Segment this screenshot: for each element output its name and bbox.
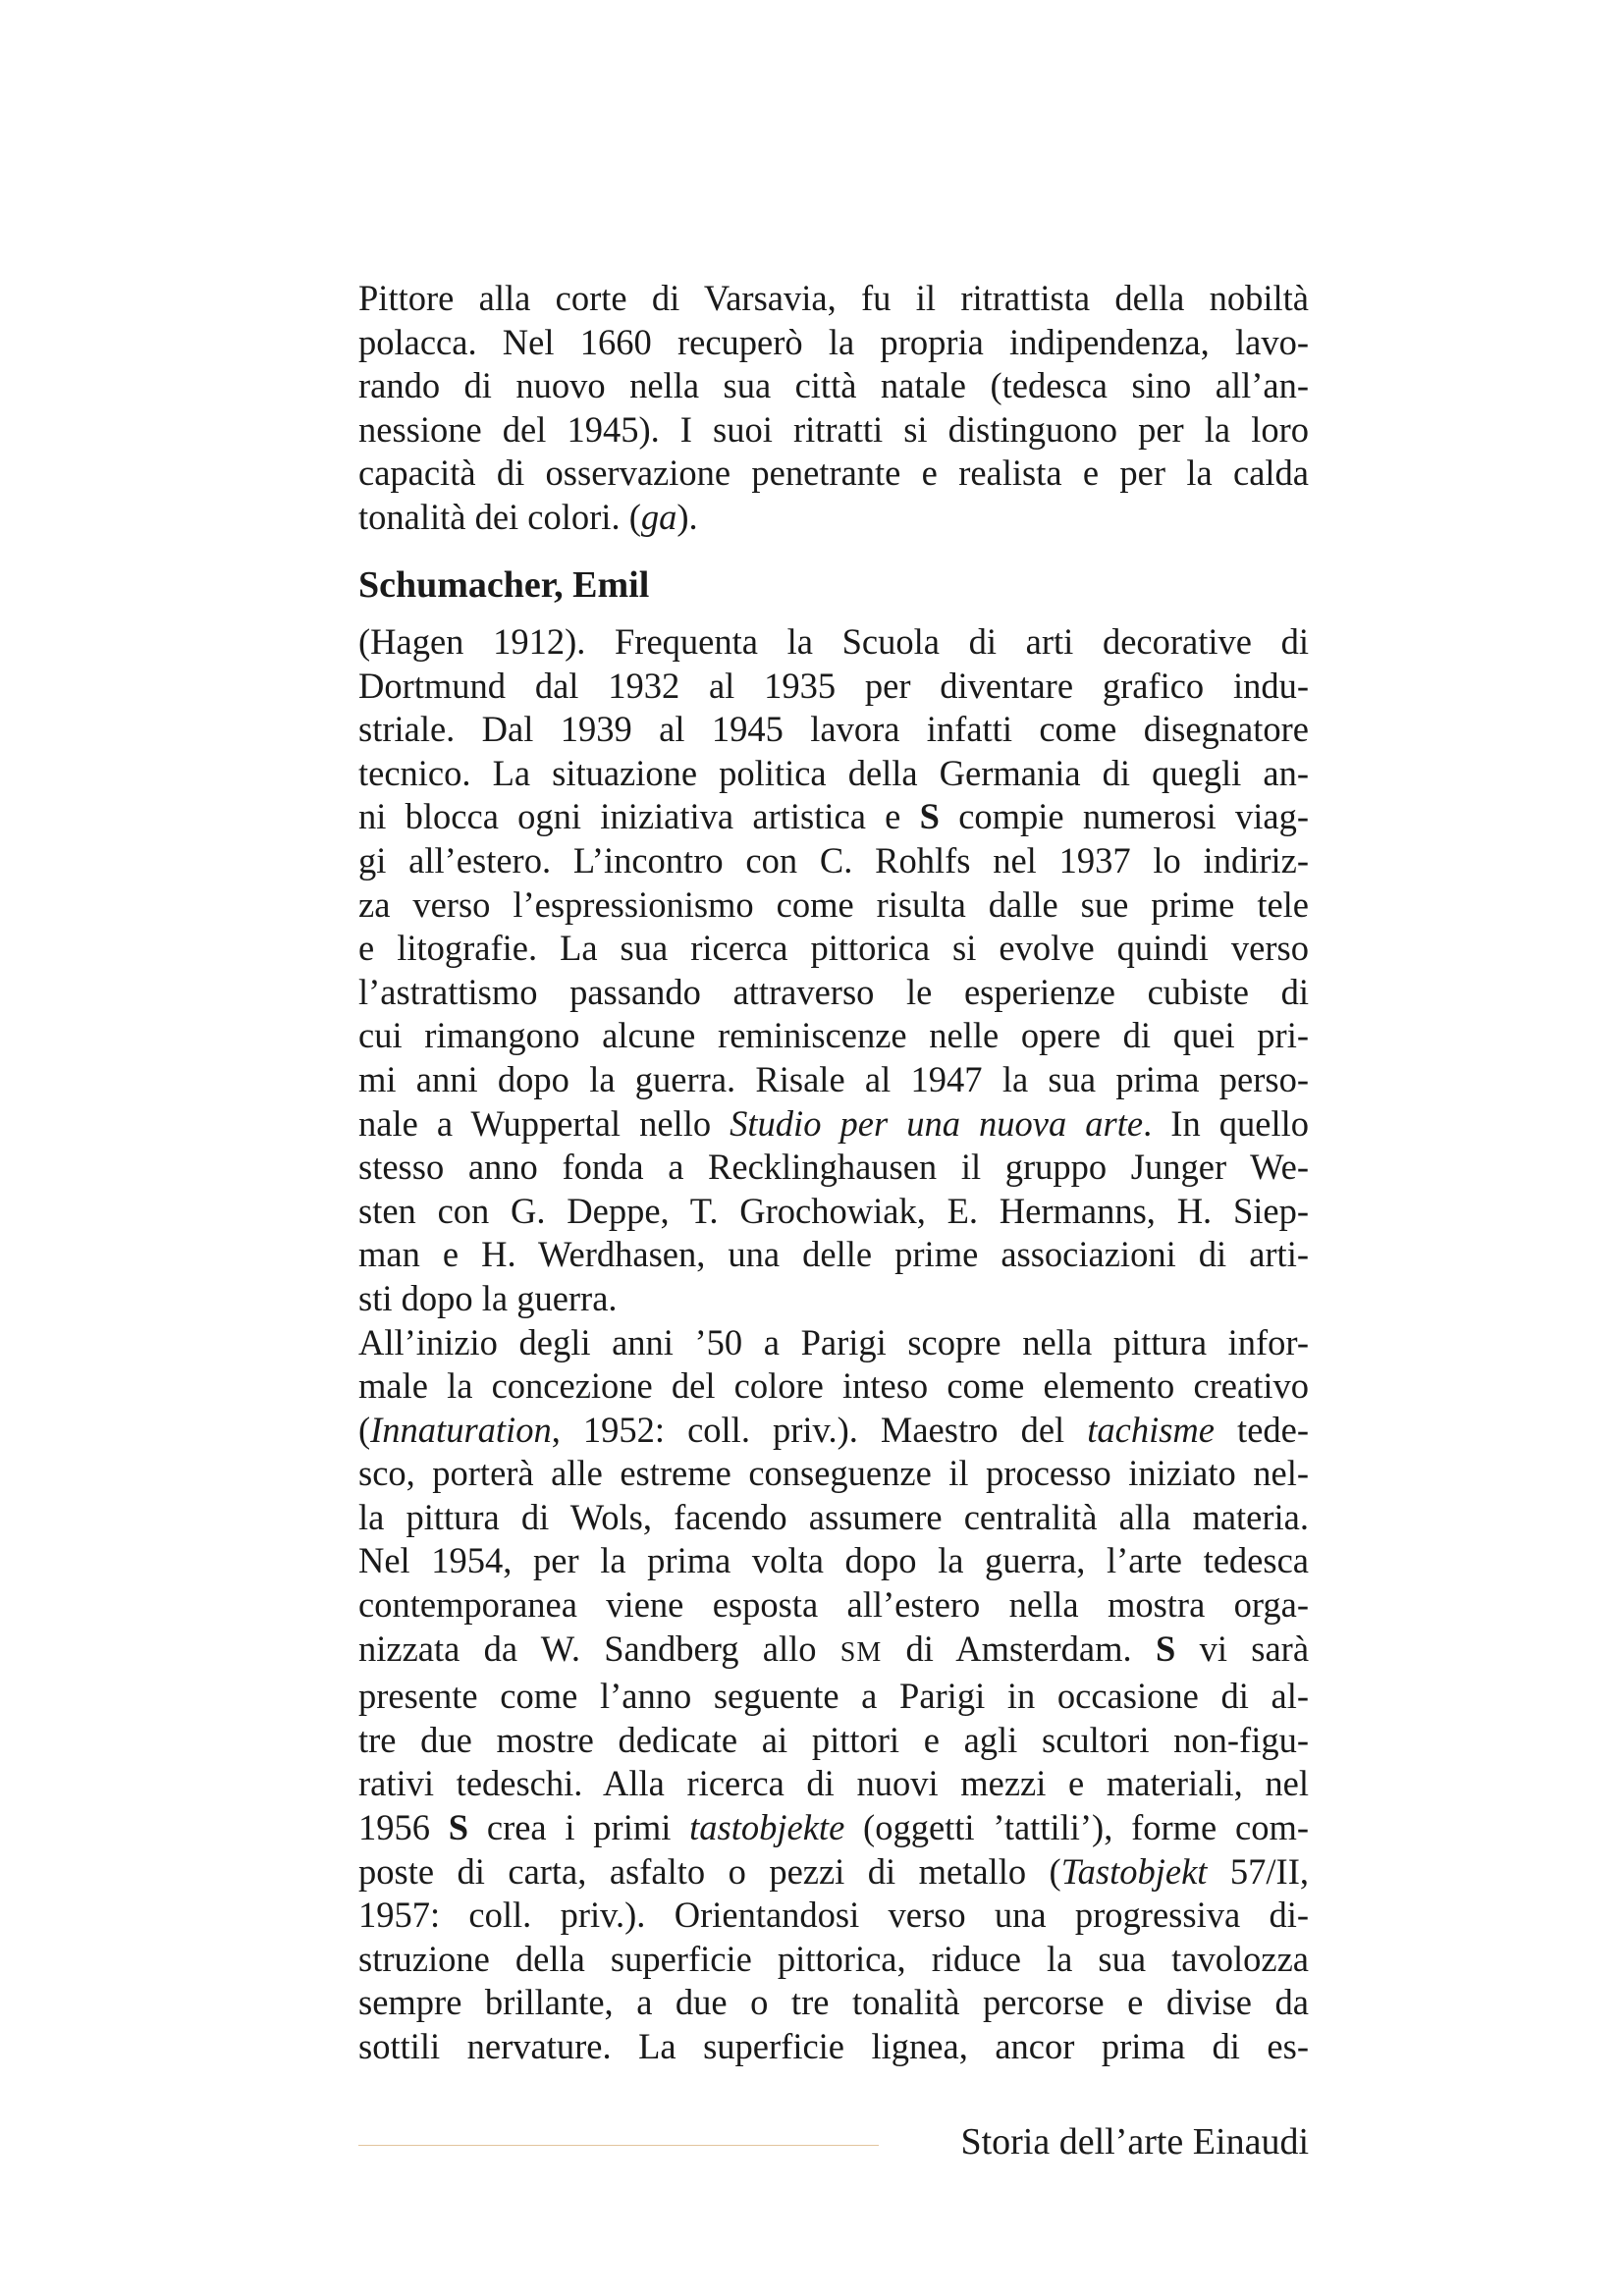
- footer-rule: [358, 2145, 879, 2146]
- text-run: . In quello: [1143, 1102, 1309, 1144]
- museum-abbreviation: SM: [839, 1636, 883, 1668]
- text-line: l’astrattismo passando attraverso le esperienze cubiste di: [358, 971, 1309, 1012]
- text-line: polacca. Nel 1660 recuperò la propria indipendenza, lavo-: [358, 321, 1309, 362]
- text-line: rando di nuovo nella sua città natale (tedesca sino all’an-: [358, 365, 1309, 406]
- footer-title: Storia dell’arte Einaudi: [960, 2121, 1309, 2163]
- text-line: Nel 1954, per la prima volta dopo la guerra, l’arte tedesca: [358, 1540, 1309, 1581]
- text-line: sten con G. Deppe, T. Grochowiak, E. Hermanns, H. Siep-: [358, 1190, 1309, 1231]
- text-line: (Hagen 1912). Frequenta la Scuola di arti decorative di: [358, 621, 1309, 662]
- text-line: sottili nervature. La superficie lignea, ancor prima di es-: [358, 2026, 1309, 2066]
- text-line: [358, 1102, 1309, 1147]
- text-run: tede-: [1214, 1409, 1309, 1450]
- text-run: 57/II,: [1207, 1850, 1309, 1892]
- text-run: compie numerosi viag-: [939, 796, 1309, 837]
- artwork-title: Innaturation: [370, 1409, 552, 1450]
- text-line: Dortmund dal 1932 al 1935 per diventare grafico indu-: [358, 665, 1309, 706]
- text-run: ni blocca ogni iniziativa artistica e: [358, 796, 920, 837]
- entry-abbreviation: S: [448, 1807, 469, 1848]
- entry-heading: Schumacher, Emil: [358, 564, 650, 606]
- text-line: cui rimangono alcune reminiscenze nelle opere di quei pri-: [358, 1015, 1309, 1056]
- text-run: nale a Wuppertal nello: [358, 1102, 730, 1144]
- text-line: e litografie. La sua ricerca pittorica si evolve quindi verso: [358, 928, 1309, 969]
- entry-abbreviation: S: [1155, 1628, 1176, 1669]
- text-line: la pittura di Wols, facendo assumere centralità alla materia.: [358, 1496, 1309, 1537]
- text-line: nessione del 1945). I suoi ritratti si distinguono per la loro: [358, 408, 1309, 450]
- text-run: , 1952: coll. priv.). Maestro del: [551, 1409, 1088, 1450]
- text-line: stesso anno fonda a Recklinghausen il gruppo Junger We-: [358, 1147, 1309, 1188]
- text-line: [358, 1850, 1309, 1895]
- text-line: tre due mostre dedicate ai pittori e agli scultori non-figu-: [358, 1719, 1309, 1760]
- text-line: presente come l’anno seguente a Parigi in occasione di al-: [358, 1676, 1309, 1717]
- text-line: [358, 1628, 1309, 1676]
- text-line: [358, 1806, 1309, 1850]
- text-line: [358, 496, 1309, 540]
- entry-body: [358, 620, 1309, 2069]
- term: tachisme: [1087, 1409, 1215, 1450]
- text-line: Pittore alla corte di Varsavia, fu il ritrattista della nobiltà: [358, 278, 1309, 318]
- text-line: [358, 795, 1309, 839]
- text-line: mi anni dopo la guerra. Risale al 1947 la sua prima perso-: [358, 1058, 1309, 1099]
- text-run: di Amsterdam.: [882, 1628, 1156, 1669]
- artwork-title: Tastobjekt: [1060, 1850, 1208, 1892]
- text-line: capacità di osservazione penetrante e realista e per la calda: [358, 453, 1309, 494]
- text-line: striale. Dal 1939 al 1945 lavora infatti come disegnatore: [358, 709, 1309, 750]
- text-line: All’inizio degli anni ’50 a Parigi scopre nella pittura infor-: [358, 1321, 1309, 1362]
- text-run: nizzata da W. Sandberg allo: [358, 1628, 840, 1669]
- text-line: [358, 1409, 1309, 1453]
- text-line: sti dopo la guerra.: [358, 1277, 618, 1318]
- text-run: crea i primi: [468, 1807, 690, 1848]
- text-run: poste di carta, asfalto o pezzi di metallo (: [358, 1850, 1061, 1892]
- text-run: tonalità dei colori. (: [358, 496, 641, 537]
- author-initials: ga: [640, 496, 677, 537]
- text-line: 1957: coll. priv.). Orientandosi verso una progressiva di-: [358, 1895, 1309, 1936]
- text-line: man e H. Werdhasen, una delle prime associazioni di arti-: [358, 1234, 1309, 1275]
- text-run: 1956: [358, 1807, 449, 1848]
- text-line: tecnico. La situazione politica della Germania di quegli an-: [358, 752, 1309, 793]
- text-run: ).: [676, 496, 698, 537]
- text-line: male la concezione del colore inteso come elemento creativo: [358, 1365, 1309, 1407]
- text-line: sco, porterà alle estreme conseguenze il processo iniziato nel-: [358, 1453, 1309, 1494]
- text-run: vi sarà: [1175, 1628, 1310, 1669]
- text-run: (oggetti ’tattili’), forme com-: [844, 1807, 1310, 1848]
- term: tastobjekte: [689, 1807, 845, 1848]
- intro-paragraph: [358, 277, 1309, 540]
- entry-abbreviation: S: [919, 796, 940, 837]
- text-run: (: [358, 1409, 371, 1450]
- text-line: za verso l’espressionismo come risulta dalle sue prime tele: [358, 883, 1309, 925]
- text-line: gi all’estero. L’incontro con C. Rohlfs nel 1937 lo indiriz-: [358, 839, 1309, 881]
- artwork-title: Studio per una nuova arte: [730, 1102, 1144, 1144]
- text-line: contemporanea viene esposta all’estero nella mostra orga-: [358, 1584, 1309, 1626]
- text-line: sempre brillante, a due o tre tonalità percorse e divise da: [358, 1982, 1309, 2023]
- text-line: rativi tedeschi. Alla ricerca di nuovi mezzi e materiali, nel: [358, 1763, 1309, 1804]
- text-line: struzione della superficie pittorica, riduce la sua tavolozza: [358, 1938, 1309, 1979]
